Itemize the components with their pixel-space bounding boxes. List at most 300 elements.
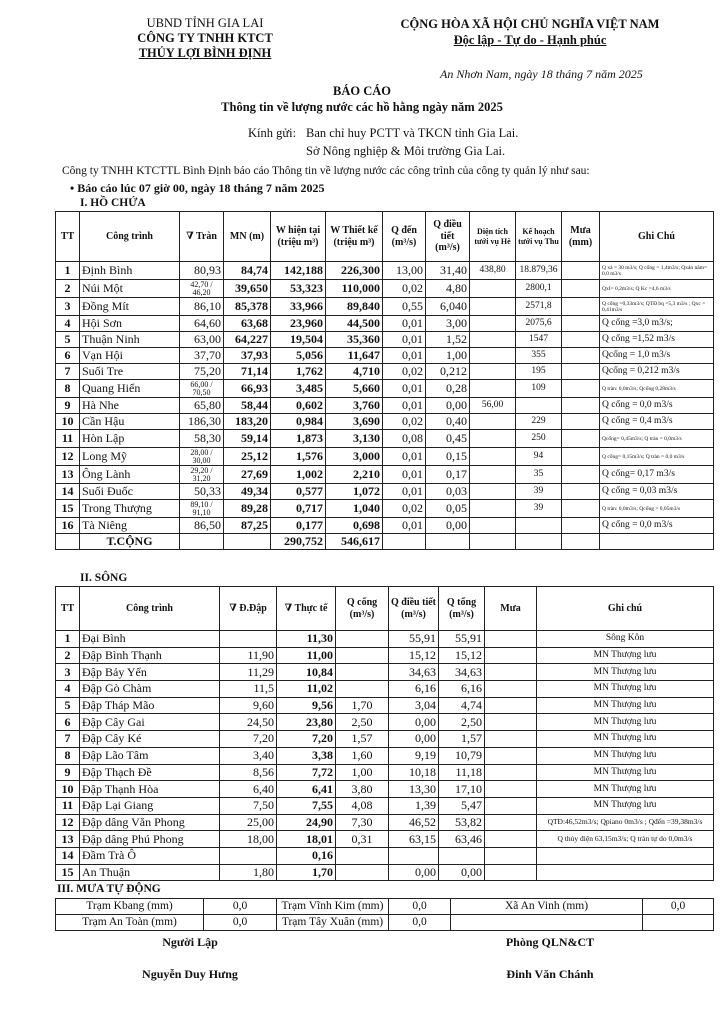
rainfall	[485, 714, 537, 731]
total-design-volume: 546,617	[326, 534, 383, 550]
inflow: 0,02	[383, 280, 426, 298]
dam-crest-level: 9,60	[220, 697, 277, 714]
regulated-flow: 46,52	[389, 814, 439, 831]
preparer-name: Nguyễn Duy Hưng	[142, 967, 238, 981]
total-flow: 0,00	[439, 864, 485, 881]
rainfall	[485, 747, 537, 764]
station-rain: 0,0	[643, 899, 714, 915]
total-current-volume: 290,752	[271, 534, 326, 550]
inflow: 0,01	[383, 398, 426, 414]
dam-crest-level	[220, 847, 277, 864]
regulated-flow: 0,00	[426, 398, 470, 414]
regulated-flow: 55,91	[389, 631, 439, 648]
dam-crest-level: 11,90	[220, 647, 277, 664]
river-row	[56, 764, 714, 781]
total-flow: 1,57	[439, 731, 485, 748]
design-volume: 11,647	[326, 348, 383, 364]
doc-subtitle: Thông tin về lượng nước các hồ hằng ngày năm 2025	[221, 100, 503, 114]
summer-irrigation-area	[470, 500, 516, 518]
autumn-irrigation-plan: 18.879,36	[516, 262, 562, 280]
summer-irrigation-area	[470, 298, 516, 316]
autumn-irrigation-plan: 2800,1	[516, 280, 562, 298]
rainfall	[562, 298, 600, 316]
reservoir-note: Q cống = 0,4 m3/s	[600, 414, 714, 430]
reservoir-total-row	[56, 534, 714, 550]
rainfall	[485, 864, 537, 881]
design-volume: 44,500	[326, 316, 383, 332]
rain-table	[55, 898, 714, 931]
total-blank	[180, 534, 224, 550]
water-level: 85,378	[224, 298, 271, 316]
total-flow: 4,74	[439, 697, 485, 714]
river-note	[537, 864, 714, 881]
station-name: Xã An Vinh (mm)	[451, 899, 643, 915]
sluice-flow: 1,70	[336, 697, 389, 714]
water-level: 71,14	[224, 364, 271, 380]
station-rain: 0,0	[389, 915, 451, 931]
station-name: Trạm Kbang (mm)	[56, 899, 204, 915]
row-tt: 2	[56, 647, 80, 664]
river-row	[56, 664, 714, 681]
design-volume: 3,130	[326, 430, 383, 448]
row-tt: 15	[56, 864, 80, 881]
regulated-flow: 6,16	[389, 681, 439, 698]
autumn-irrigation-plan: 2571,8	[516, 298, 562, 316]
current-volume: 0,577	[271, 484, 326, 500]
station-name: Trạm Tây Xuân (mm)	[277, 915, 389, 931]
section-2-title: II. SÔNG	[80, 572, 128, 584]
regulated-flow: 0,00	[389, 864, 439, 881]
dam-crest-level: 18,00	[220, 831, 277, 848]
sluice-flow: 7,30	[336, 814, 389, 831]
water-level: 64,227	[224, 332, 271, 348]
reservoir-row	[56, 466, 714, 484]
col-tt: TT	[56, 212, 80, 262]
actual-level: 23,80	[277, 714, 336, 731]
design-volume: 226,300	[326, 262, 383, 280]
col-mua: Mưa (mm)	[562, 212, 600, 262]
reservoir-note: Q cống =0,33m3/s; QTĐ bq =5,3 m3/s ; Qxc = 0,41m3/s	[600, 298, 714, 316]
rainfall	[562, 280, 600, 298]
reservoir-row	[56, 364, 714, 380]
structure-name: Đại Bình	[80, 631, 220, 648]
col-note: Ghi chú	[537, 587, 714, 631]
summer-irrigation-area: 56,00	[470, 398, 516, 414]
row-tt: 3	[56, 298, 80, 316]
inflow: 0,01	[383, 380, 426, 398]
regulated-flow: 0,40	[426, 414, 470, 430]
issuer-province: UBND TỈNH GIA LAI	[146, 16, 264, 30]
autumn-irrigation-plan: 94	[516, 448, 562, 466]
structure-name: Đập Gò Chàm	[80, 681, 220, 698]
total-flow: 10,79	[439, 747, 485, 764]
recipient-2: Sở Nông nghiệp & Môi trường Gia Lai.	[306, 144, 506, 158]
water-level: 49,34	[224, 484, 271, 500]
water-level: 63,68	[224, 316, 271, 332]
station-rain: 0,0	[204, 899, 277, 915]
inflow: 0,01	[383, 518, 426, 534]
river-row	[56, 681, 714, 698]
reservoir-row	[56, 380, 714, 398]
station-name: Trạm Vĩnh Kim (mm)	[277, 899, 389, 915]
reservoir-note: QxI= 0,2m3/s; Q Kc =4,6 m3/s	[600, 280, 714, 298]
regulated-flow: 0,45	[426, 430, 470, 448]
regulated-flow: 3,04	[389, 697, 439, 714]
structure-name: Đập Bình Thạnh	[80, 647, 220, 664]
row-tt: 4	[56, 316, 80, 332]
total-flow: 17,10	[439, 781, 485, 798]
report-date: An Nhơn Nam, ngày 18 tháng 7 năm 2025	[440, 67, 643, 81]
water-level: 39,650	[224, 280, 271, 298]
design-volume: 2,210	[326, 466, 383, 484]
reservoir-row	[56, 348, 714, 364]
total-blank	[426, 534, 470, 550]
spillway-level: 63,00	[180, 332, 224, 348]
actual-level: 11,30	[277, 631, 336, 648]
rainfall	[562, 466, 600, 484]
summer-irrigation-area	[470, 448, 516, 466]
total-flow: 63,46	[439, 831, 485, 848]
rain-row	[56, 915, 714, 931]
rainfall	[485, 647, 537, 664]
summer-irrigation-area	[470, 484, 516, 500]
current-volume: 0,717	[271, 500, 326, 518]
spillway-level: 89,10 / 91,10	[180, 500, 224, 518]
river-row	[56, 847, 714, 864]
reservoir-note: Q cống= 0,15m3/s; Q tràn = 0,0 m3/s	[600, 448, 714, 466]
autumn-irrigation-plan: 355	[516, 348, 562, 364]
river-note: MN Thượng lưu	[537, 681, 714, 698]
row-tt: 16	[56, 518, 80, 534]
rain-row	[56, 899, 714, 915]
river-note: MN Thượng lưu	[537, 781, 714, 798]
rainfall	[562, 262, 600, 280]
water-level: 59,14	[224, 430, 271, 448]
rainfall	[562, 364, 600, 380]
reservoir-row	[56, 414, 714, 430]
issuer-company: CÔNG TY TNHH KTCT	[137, 31, 273, 45]
actual-level: 1,70	[277, 864, 336, 881]
col-thucte: ∇ Thực tế	[277, 587, 336, 631]
regulated-flow: 0,05	[426, 500, 470, 518]
reservoir-note: Q tràn: 0,0m3/s; Qcống 0,28m3/s	[600, 380, 714, 398]
regulated-flow: 10,18	[389, 764, 439, 781]
water-level: 84,74	[224, 262, 271, 280]
col-qden: Q đến (m³/s)	[383, 212, 426, 262]
total-flow: 5,47	[439, 797, 485, 814]
reservoir-name: Long Mỹ	[80, 448, 180, 466]
reservoir-note: Q cống = 0,03 m3/s	[600, 484, 714, 500]
country-name: CỘNG HÒA XÃ HỘI CHỦ NGHĨA VIỆT NAM	[400, 17, 660, 31]
reservoir-name: Định Bình	[80, 262, 180, 280]
total-blank	[600, 534, 714, 550]
reservoir-name: Vạn Hội	[80, 348, 180, 364]
water-level: 87,25	[224, 518, 271, 534]
actual-level: 9,56	[277, 697, 336, 714]
col-dt: Diện tích tưới vụ Hè	[470, 212, 516, 262]
col-tt: TT	[56, 587, 80, 631]
reservoir-name: Suối Đuốc	[80, 484, 180, 500]
reservoir-note: Q cống = 0,0 m3/s	[600, 398, 714, 414]
river-note: MN Thượng lưu	[537, 697, 714, 714]
water-level: 27,69	[224, 466, 271, 484]
station-name: Trạm An Toàn (mm)	[56, 915, 204, 931]
row-tt: 11	[56, 430, 80, 448]
actual-level: 24,90	[277, 814, 336, 831]
rainfall	[562, 518, 600, 534]
design-volume: 1,072	[326, 484, 383, 500]
rainfall	[562, 380, 600, 398]
sluice-flow: 3,80	[336, 781, 389, 798]
total-flow: 15,12	[439, 647, 485, 664]
rainfall	[485, 814, 537, 831]
autumn-irrigation-plan	[516, 518, 562, 534]
row-tt: 9	[56, 764, 80, 781]
reservoir-header-row	[56, 212, 714, 262]
water-level: 183,20	[224, 414, 271, 430]
design-volume: 35,360	[326, 332, 383, 348]
inflow: 0,08	[383, 430, 426, 448]
rainfall	[562, 448, 600, 466]
design-volume: 1,040	[326, 500, 383, 518]
row-tt: 3	[56, 664, 80, 681]
summer-irrigation-area	[470, 364, 516, 380]
station-rain: 0,0	[204, 915, 277, 931]
river-header-row	[56, 587, 714, 631]
col-mn: MN (m)	[224, 212, 271, 262]
spillway-level: 75,20	[180, 364, 224, 380]
rainfall	[485, 631, 537, 648]
current-volume: 0,984	[271, 414, 326, 430]
reservoir-table	[55, 211, 714, 550]
autumn-irrigation-plan: 195	[516, 364, 562, 380]
reservoir-row	[56, 316, 714, 332]
spillway-level: 42,70 / 46,20	[180, 280, 224, 298]
reservoir-name: Tà Niêng	[80, 518, 180, 534]
row-tt: 11	[56, 797, 80, 814]
rainfall	[485, 697, 537, 714]
water-level: 58,44	[224, 398, 271, 414]
river-note: MN Thượng lưu	[537, 797, 714, 814]
dam-crest-level: 7,20	[220, 731, 277, 748]
col-name: Công trình	[80, 587, 220, 631]
row-tt: 7	[56, 731, 80, 748]
inflow: 0,01	[383, 316, 426, 332]
design-volume: 3,760	[326, 398, 383, 414]
river-row	[56, 781, 714, 798]
actual-level: 0,16	[277, 847, 336, 864]
river-row	[56, 797, 714, 814]
preparer-title: Người Lập	[162, 935, 218, 949]
row-tt: 6	[56, 348, 80, 364]
regulated-flow	[389, 847, 439, 864]
row-tt: 8	[56, 747, 80, 764]
reservoir-name: Trong Thượng	[80, 500, 180, 518]
regulated-flow: 0,15	[426, 448, 470, 466]
structure-name: Đập Cây Ké	[80, 731, 220, 748]
current-volume: 53,323	[271, 280, 326, 298]
row-tt: 14	[56, 484, 80, 500]
regulated-flow: 3,00	[426, 316, 470, 332]
current-volume: 1,576	[271, 448, 326, 466]
summer-irrigation-area	[470, 430, 516, 448]
summer-irrigation-area	[470, 280, 516, 298]
rainfall	[562, 500, 600, 518]
reservoir-row	[56, 262, 714, 280]
col-qdt: Q điều tiết (m³/s)	[426, 212, 470, 262]
col-qcong: Q cống (m³/s)	[336, 587, 389, 631]
dam-crest-level: 1,80	[220, 864, 277, 881]
reservoir-note: Q cống= 0,17 m3/s	[600, 466, 714, 484]
reservoir-row	[56, 332, 714, 348]
total-flow: 11,18	[439, 764, 485, 781]
river-row	[56, 647, 714, 664]
row-tt: 10	[56, 781, 80, 798]
reservoir-note: Qcống= 0,45m3/s; Q tràn = 0,0m3/s	[600, 430, 714, 448]
rainfall	[562, 484, 600, 500]
rainfall	[485, 831, 537, 848]
spillway-level: 28,00 / 30,00	[180, 448, 224, 466]
intro-text: Công ty TNHH KTCTTL Bình Định báo cáo Thông tin về lượng nước các công trình của công ty quản lý như sau:	[62, 165, 590, 177]
station-rain	[643, 915, 714, 931]
total-flow	[439, 847, 485, 864]
total-flow: 53,82	[439, 814, 485, 831]
river-row	[56, 747, 714, 764]
autumn-irrigation-plan: 35	[516, 466, 562, 484]
dam-crest-level: 25,00	[220, 814, 277, 831]
autumn-irrigation-plan: 39	[516, 484, 562, 500]
total-blank	[516, 534, 562, 550]
regulated-flow: 1,52	[426, 332, 470, 348]
reservoir-name: Ông Lành	[80, 466, 180, 484]
reservoir-name: Suối Tre	[80, 364, 180, 380]
structure-name: Đập dâng Văn Phong	[80, 814, 220, 831]
rainfall	[562, 430, 600, 448]
rainfall	[485, 797, 537, 814]
sluice-flow: 1,57	[336, 731, 389, 748]
doc-title: BÁO CÁO	[333, 84, 391, 98]
row-tt: 1	[56, 262, 80, 280]
dam-crest-level: 11,29	[220, 664, 277, 681]
actual-level: 7,20	[277, 731, 336, 748]
spillway-level: 64,60	[180, 316, 224, 332]
reservoir-row	[56, 448, 714, 466]
actual-level: 11,00	[277, 647, 336, 664]
actual-level: 6,41	[277, 781, 336, 798]
river-note: MN Thượng lưu	[537, 647, 714, 664]
summer-irrigation-area	[470, 414, 516, 430]
row-tt: 13	[56, 466, 80, 484]
row-tt: 12	[56, 814, 80, 831]
reservoir-name: Đồng Mít	[80, 298, 180, 316]
structure-name: Đập Thạnh Hòa	[80, 781, 220, 798]
dam-crest-level: 11,5	[220, 681, 277, 698]
regulated-flow: 0,03	[426, 484, 470, 500]
river-row	[56, 714, 714, 731]
river-note: MN Thượng lưu	[537, 764, 714, 781]
autumn-irrigation-plan: 39	[516, 500, 562, 518]
national-motto	[350, 16, 710, 48]
autumn-irrigation-plan: 109	[516, 380, 562, 398]
reservoir-note: Qcống = 0,212 m3/s	[600, 364, 714, 380]
structure-name: Đập Thạch Đề	[80, 764, 220, 781]
total-flow: 2,50	[439, 714, 485, 731]
river-note: QTĐ:46,52m3/s; Qpiano 0m3/s ; Qđến =39,38m3/s	[537, 814, 714, 831]
row-tt: 15	[56, 500, 80, 518]
summer-irrigation-area: 438,80	[470, 262, 516, 280]
row-tt: 14	[56, 847, 80, 864]
current-volume: 1,762	[271, 364, 326, 380]
water-level: 89,28	[224, 500, 271, 518]
current-volume: 19,504	[271, 332, 326, 348]
reservoir-row	[56, 280, 714, 298]
col-qtong: Q tổng (m³/s)	[439, 587, 485, 631]
river-row	[56, 631, 714, 648]
issuer-block	[95, 16, 315, 61]
regulated-flow: 15,12	[389, 647, 439, 664]
regulated-flow: 63,15	[389, 831, 439, 848]
design-volume: 3,690	[326, 414, 383, 430]
reservoir-name: Núi Một	[80, 280, 180, 298]
structure-name: Đập Lại Giang	[80, 797, 220, 814]
dam-crest-level: 24,50	[220, 714, 277, 731]
spillway-level: 37,70	[180, 348, 224, 364]
inflow: 0,02	[383, 500, 426, 518]
sluice-flow	[336, 647, 389, 664]
reservoir-name: Hội Sơn	[80, 316, 180, 332]
current-volume: 5,056	[271, 348, 326, 364]
regulated-flow: 1,39	[389, 797, 439, 814]
row-tt: 2	[56, 280, 80, 298]
regulated-flow: 0,00	[389, 714, 439, 731]
row-tt: 12	[56, 448, 80, 466]
autumn-irrigation-plan: 250	[516, 430, 562, 448]
station-rain: 0,0	[389, 899, 451, 915]
summer-irrigation-area	[470, 332, 516, 348]
rainfall	[562, 316, 600, 332]
river-row	[56, 831, 714, 848]
col-note: Ghi Chú	[600, 212, 714, 262]
summer-irrigation-area	[470, 466, 516, 484]
regulated-flow: 1,00	[426, 348, 470, 364]
sluice-flow: 1,60	[336, 747, 389, 764]
inflow: 0,01	[383, 484, 426, 500]
regulated-flow: 31,40	[426, 262, 470, 280]
sluice-flow	[336, 631, 389, 648]
reservoir-row	[56, 484, 714, 500]
actual-level: 10,84	[277, 664, 336, 681]
reservoir-row	[56, 298, 714, 316]
autumn-irrigation-plan: 2075,6	[516, 316, 562, 332]
station-name	[451, 915, 643, 931]
motto: Độc lập - Tự do - Hạnh phúc	[453, 33, 607, 47]
reservoir-name: Thuận Ninh	[80, 332, 180, 348]
river-row	[56, 731, 714, 748]
river-note: MN Thượng lưu	[537, 747, 714, 764]
section-1-title: I. HỒ CHỨA	[80, 197, 146, 209]
col-wtk: W Thiết kế (triệu m³)	[326, 212, 383, 262]
current-volume: 3,485	[271, 380, 326, 398]
actual-level: 7,72	[277, 764, 336, 781]
report-time: • Báo cáo lúc 07 giờ 00, ngày 18 tháng 7 năm 2025	[70, 181, 325, 195]
design-volume: 4,710	[326, 364, 383, 380]
structure-name: Đập Tháp Mão	[80, 697, 220, 714]
structure-name: Đập Cây Gai	[80, 714, 220, 731]
inflow: 0,02	[383, 414, 426, 430]
sluice-flow	[336, 681, 389, 698]
current-volume: 33,966	[271, 298, 326, 316]
structure-name: An Thuận	[80, 864, 220, 881]
